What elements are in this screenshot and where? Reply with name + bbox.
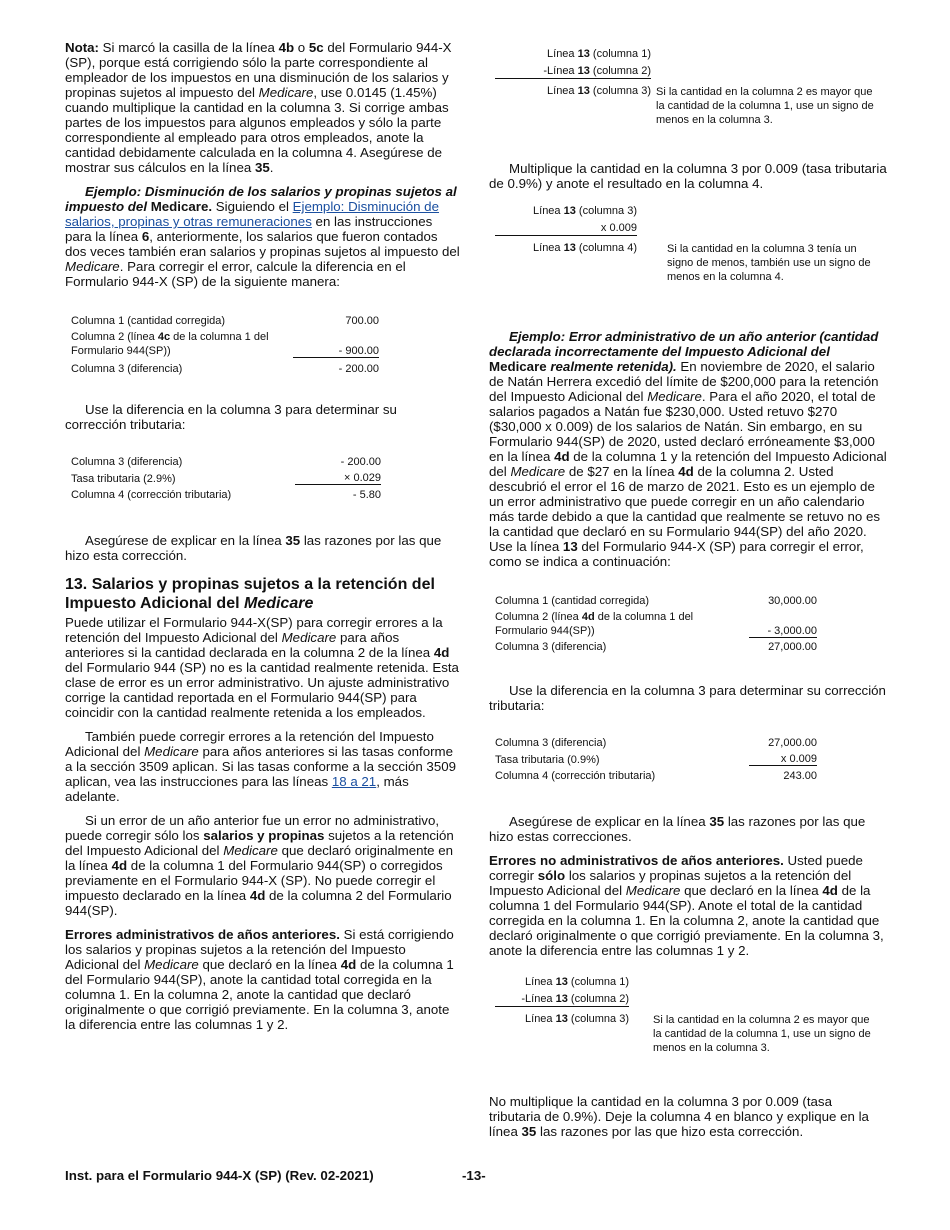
line13-box-2: Línea 13 (columna 3) x 0.009 Línea 13 (columna 4) Si la cantidad en la columna 3 tenía un signo de menos, también use un signo de menos en la columna 4.: [489, 205, 887, 329]
section-13-paragraph-2: También puede corregir errores a la retención del Impuesto Adicional del Medicare para años anteriores si las tasas conforme a la sección 3509 aplican. Si las tasas conforme a la sección 3509 aplican, vea las instrucciones para las líneas 18 a 21, más adelante.: [65, 729, 457, 804]
nota-paragraph: Nota: Si marcó la casilla de la línea 4b o 5c del Formulario 944-X (SP), porque está corrigiendo sólo la parte correspondiente al empleador de los impuestos en una disminución de los salarios y propinas sujetos al impuesto del Medicare, use 0.0145 (1.45%) cuando multiplique la cantidad en la columna 3. Si corrige ambas partes de los impuestos para algunos empleados y sólo la parte correspondiente al empleado para otros empleados, anote la cantidad debidamente calculada en la columna 4. Asegúrese de mostrar sus cálculos en la línea 35.: [65, 40, 452, 175]
calculation-table-2: Columna 3 (diferencia) - 200.00 Tasa tributaria (2.9%) × 0.029 Columna 4 (corrección tributaria) - 5.80: [71, 456, 381, 501]
lineas-18-21-link[interactable]: 18 a 21: [331, 774, 377, 789]
calculation-table-3: Columna 1 (cantidad corregida) 30,000.00 Columna 2 (línea 4d de la columna 1 del Formulario 944(SP)) - 3,000.00 Columna 3 (diferencia) 27,000.00: [495, 595, 817, 653]
right-column: [489, 48, 887, 1148]
page-number: -13-: [462, 1168, 486, 1183]
use-difference-text: Use la diferencia en la columna 3 para determinar su corrección tributaria:: [65, 402, 397, 432]
calculation-table-1: Columna 1 (cantidad corregida) 700.00 Columna 2 (línea 4c de la columna 1 del Formulario 944(SP)) - 900.00 Columna 3 (diferencia) - 200.00: [71, 315, 379, 375]
line13-box-3: Línea 13 (columna 1) -Línea 13 (columna 2) Línea 13 (columna 3) Si la cantidad en la columna 2 es mayor que la cantidad de la columna 1, use un signo de menos en la columna 3.: [489, 976, 887, 1086]
multiplique-text: Multiplique la cantidad en la columna 3 por 0.009 (tasa tributaria de 0.9%) y anote el resultado en la columna 4.: [489, 161, 887, 191]
left-column: [65, 40, 460, 1041]
ejemplo-disminucion-link[interactable]: Ejemplo: Disminución de salarios, propinas y otras remuneraciones: [65, 199, 439, 229]
asegurese-paragraph-right: Asegúrese de explicar en la línea 35 las razones por las que hizo estas correcciones.: [489, 814, 866, 844]
ejemplo-disminucion-paragraph: Ejemplo: Disminución de los salarios y propinas sujetos al impuesto del Medicare. Siguiendo el Ejemplo: Disminución de salarios, propinas y otras remuneraciones en las instrucciones para la línea 6, anteriormente, los salarios que fueron contados dos veces también eran salarios y propinas sujetos al impuesto del Medicare. Para corregir el error, calcule la diferencia en el Formulario 944-X (SP) de la siguiente manera:: [65, 184, 460, 289]
errores-administrativos-paragraph: Errores administrativos de años anteriores. Si está corrigiendo los salarios y propinas sujetos a la retención del Impuesto Adicional del Medicare que declaró en la línea 4d de la columna 1 del Formulario 944(SP), anote la cantidad total corregida en la columna 1. En la columna 2, anote la cantidad que declaró originalmente o que corrigió previamente. En la columna 3, anote la diferencia entre las columnas 1 y 2.: [65, 927, 454, 1032]
section-13-paragraph-1: Puede utilizar el Formulario 944-X(SP) para corregir errores a la retención del Impuesto Adicional del Medicare para años anteriores si la cantidad declarada en la columna 2 de la línea 4d del Formulario 944 (SP) no es la cantidad realmente retenida. Esta clase de error es un error administrativo. Un ajuste administrativo corrige la cantidad reportada en el Formulario 944(SP) para coincidir con la cantidad realmente retenida a los empleados.: [65, 615, 459, 720]
line13-box-1: Línea 13 (columna 1) -Línea 13 (columna 2) Línea 13 (columna 3) Si la cantidad en la columna 2 es mayor que la cantidad de la columna 1, use un signo de menos en la columna 3.: [489, 48, 887, 158]
errores-no-administrativos-paragraph: Errores no administrativos de años anteriores. Usted puede corregir sólo los salarios y propinas sujetos a la retención del Impuesto Adicional del Medicare que declaró en la línea 4d de la columna 1 del Formulario 944(SP). Anote el total de la cantidad corregida en la columna 1. En la columna 2, anote la cantidad que declaró originalmente o que corrigió previamente. En la columna 3, anote la diferencia entre las columnas 1 y 2.: [489, 853, 884, 958]
no-multiplique-paragraph: No multiplique la cantidad en la columna 3 por 0.009 (tasa tributaria de 0.9%). Deje la columna 4 en blanco y explique en la línea 35 las razones por las que hizo esta corrección.: [489, 1094, 869, 1139]
section-13-heading: 13. Salarios y propinas sujetos a la retención del Impuesto Adicional del Medicare: [65, 576, 435, 612]
ejemplo-error-administrativo-paragraph: Ejemplo: Error administrativo de un año anterior (cantidad declarada incorrectamente del Impuesto Adicional del Medicare realmente retenida). En noviembre de 2020, el salario de Natán Herrera excedió del límite de $200,000 para la retención del Impuesto Adicional del Medicare. Para el año 2020, el total de salarios pagados a Natán fue $230,000. Usted retuvo $270 ($30,000 x 0.009) de los salarios de Natán. Sin embargo, en su Formulario 944(SP) de 2020, usted declaró erróneamente $3,000 en la línea 4d de la columna 1 y la retención del Impuesto Adicional del Medicare de $27 en la línea 4d de la columna 2. Usted descubrió el error el 16 de marzo de 2021. Esto es un ejemplo de un error administrativo que puede corregir en un año calendario más tarde debido a que la cantidad que realmente se retuvo no es la cantidad que declaró en su Formulario 944(SP) del año 2020. Use la línea 13 del Formulario 944-X (SP) para corregir el error, como se indica a continuación:: [489, 329, 887, 569]
asegurese-paragraph-left: Asegúrese de explicar en la línea 35 las razones por las que hizo esta corrección.: [65, 533, 442, 563]
use-difference-text-right: Use la diferencia en la columna 3 para determinar su corrección tributaria:: [489, 683, 886, 713]
section-13-paragraph-3: Si un error de un año anterior fue un error no administrativo, puede corregir sólo los salarios y propinas sujetos a la retención del Impuesto Adicional del Medicare que declaró originalmente en la línea 4d de la columna 1 del Formulario 944(SP) o corregidos previamente en el Formulario 944-X (SP). No puede corregir el impuesto declarado en la línea 4d de la columna 2 del Formulario 944(SP).: [65, 813, 454, 918]
footer-form-title: Inst. para el Formulario 944-X (SP) (Rev. 02-2021): [65, 1168, 374, 1183]
calculation-table-4: Columna 3 (diferencia) 27,000.00 Tasa tributaria (0.9%) x 0.009 Columna 4 (corrección tributaria) 243.00: [495, 737, 817, 782]
